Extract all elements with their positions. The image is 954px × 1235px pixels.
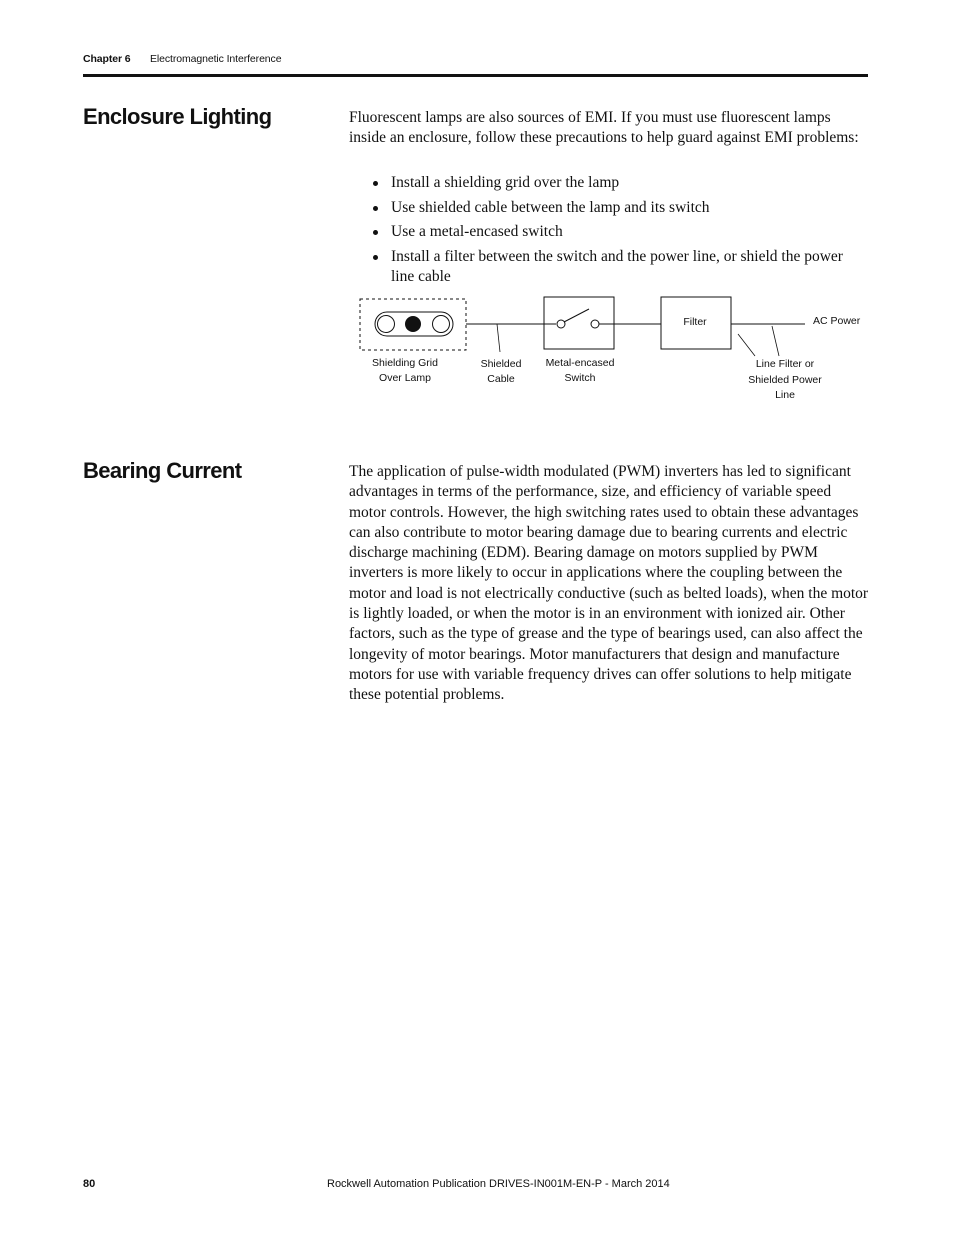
section-title-bearing-current: Bearing Current [83, 458, 242, 483]
filter-label: Filter [683, 316, 707, 328]
shielded-cable-label-2: Cable [487, 373, 515, 385]
chapter-title: Electromagnetic Interference [150, 53, 282, 65]
bullet-icon [373, 255, 378, 260]
switch-contact-left [557, 320, 565, 328]
precautions-list [349, 173, 869, 292]
shielded-cable-leader [497, 324, 500, 352]
line-filter-label-1: Line Filter or [755, 358, 815, 370]
list-item: Use a metal-encased switch [349, 222, 869, 243]
page-number: 80 [83, 1178, 96, 1190]
list-item: Use shielded cable between the lamp and its switch [349, 198, 869, 219]
shielded-cable-label-1: Shielded [480, 358, 522, 370]
ac-power-label: AC Power [813, 315, 861, 327]
bullet-icon [373, 206, 378, 211]
lamp-center-icon [405, 316, 421, 332]
switch-box [544, 297, 614, 349]
enclosure-lighting-intro: Fluorescent lamps are also sources of EMI. If you must use fluorescent lamps inside an enclosure, follow these precautions to help guard against EMI problems: [349, 109, 859, 147]
lamp-end-right [433, 316, 450, 333]
running-header [83, 53, 868, 69]
line-filter-label-2: Shielded Power [748, 374, 822, 386]
shielding-grid-label-1: Shielding Grid [372, 357, 438, 369]
bullet-icon [373, 181, 378, 186]
emi-lamp-diagram [349, 290, 869, 415]
bearing-current-body: The application of pulse-width modulated (PWM) inverters has led to significant advantages in terms of the performance, size, and efficiency of variable speed motor controls. However, the high switching rates used to obtain these advantages can also contribute to motor bearing damage due to bearing currents and electric discharge machining (EDM). Bearing damage on motors supplied by PWM inverters is more likely to occur in applications where the coupling between the motor and load is not electrically conductive (such as belted loads), when the motor is lightly loaded, or when the motor is in an environment with ionized air. Other factors, such as the type of grease and the type of bearings used, can also affect the longevity of motor bearings. Motor manufacturers that design and manufacture motors for use with variable frequency drives can offer solutions to help mitigate these potential problems. [349, 463, 869, 704]
switch-label-1: Metal-encased [545, 357, 615, 369]
shielding-grid-label-2: Over Lamp [379, 372, 431, 384]
line-filter-label-3: Line [775, 389, 795, 401]
switch-label-2: Switch [564, 372, 596, 384]
lamp-end-left [378, 316, 395, 333]
publication-info: Rockwell Automation Publication DRIVES-IN001M-EN-P - March 2014 [327, 1178, 670, 1190]
chapter-label: Chapter 6 [83, 53, 131, 65]
section-title-enclosure-lighting: Enclosure Lighting [83, 104, 272, 129]
switch-contact-right [591, 320, 599, 328]
bullet-icon [373, 230, 378, 235]
header-rule [83, 74, 868, 77]
switch-lever [564, 309, 589, 322]
list-item: Install a filter between the switch and the power line, or shield the power line cable [349, 247, 869, 288]
list-item: Install a shielding grid over the lamp [349, 173, 869, 194]
